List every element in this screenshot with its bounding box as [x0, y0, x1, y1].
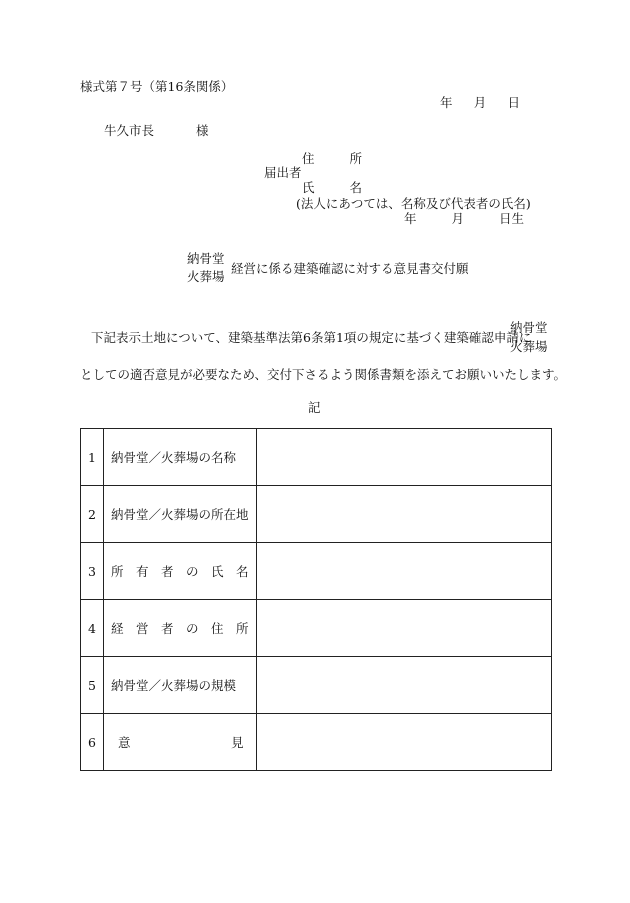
document-title: 経営に係る建築確認に対する意見書交付願: [231, 261, 469, 276]
table-row: [81, 429, 552, 486]
submission-date: [440, 97, 520, 110]
table-row: [81, 543, 552, 600]
row-label: 経 営 者 の 住 所: [104, 600, 257, 657]
facility-location-field[interactable]: [256, 486, 551, 543]
facility-name-field[interactable]: [256, 429, 551, 486]
row-label: 意 見: [104, 714, 257, 771]
heading-ki: 記: [308, 400, 321, 415]
form-number: 様式第７号（第16条関係）: [80, 79, 234, 94]
row-label: 納骨堂／火葬場の名称: [104, 429, 257, 486]
addressee-honorific: 様: [196, 123, 209, 138]
addressee-name: 牛久市長: [104, 123, 155, 138]
corporate-note: (法人にあつては、名称及び代表者の氏名): [296, 196, 531, 211]
body-line-1: 下記表示土地について、建築基準法第6条第1項の規定に基づく建築確認申請に: [91, 330, 532, 345]
date-year-label: 年: [440, 95, 453, 110]
row-number: 3: [81, 543, 104, 600]
table-row: [81, 714, 552, 771]
operator-address-field[interactable]: [256, 600, 551, 657]
title-option-nokotsudo: 納骨堂: [187, 251, 225, 266]
row-number: 5: [81, 657, 104, 714]
facility-scale-field[interactable]: [256, 657, 551, 714]
applicant-address-label: 住 所: [302, 151, 362, 166]
row-label: 納骨堂／火葬場の規模: [104, 657, 257, 714]
row-label: 所 有 者 の 氏 名: [104, 543, 257, 600]
birth-date-line: 年 月 日生: [404, 211, 524, 226]
row-number: 6: [81, 714, 104, 771]
details-table: [80, 428, 552, 771]
row-number: 1: [81, 429, 104, 486]
date-month-label: 月: [473, 95, 487, 110]
owner-name-field[interactable]: [256, 543, 551, 600]
body-option-kasoba: 火葬場: [510, 339, 548, 354]
table-row: [81, 486, 552, 543]
applicant-label: 届出者: [264, 165, 302, 180]
title-option-kasoba: 火葬場: [187, 269, 225, 284]
row-number: 4: [81, 600, 104, 657]
body-line-2: としての適否意見が必要なため、交付下さるよう関係書類を添えてお願いいたします。: [80, 367, 567, 382]
table-row: [81, 600, 552, 657]
date-day-label: 日: [507, 95, 520, 110]
applicant-name-label: 氏 名: [302, 180, 362, 195]
row-label: 納骨堂／火葬場の所在地: [104, 486, 257, 543]
body-option-nokotsudo: 納骨堂: [510, 320, 548, 335]
opinion-field[interactable]: [256, 714, 551, 771]
row-number: 2: [81, 486, 104, 543]
table-row: [81, 657, 552, 714]
